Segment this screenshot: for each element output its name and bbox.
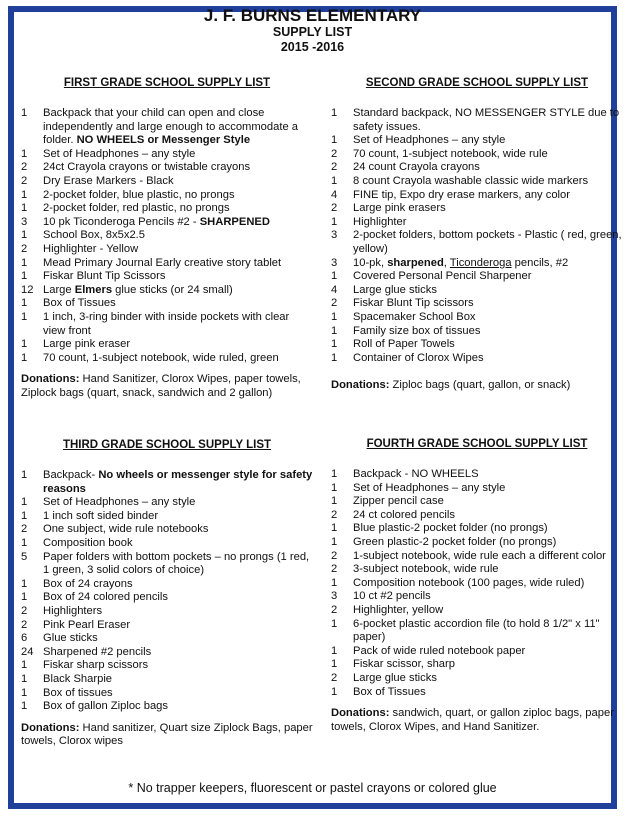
item-quantity: 2 xyxy=(331,508,338,521)
item-quantity: 2 xyxy=(331,563,338,576)
item-description xyxy=(43,605,313,619)
supply-item xyxy=(21,270,313,284)
item-quantity: 1 xyxy=(21,297,28,310)
supply-item xyxy=(331,202,623,216)
item-text-part: NO WHEELS or Messenger Style xyxy=(76,134,251,147)
item-quantity: 6 xyxy=(21,632,28,645)
supply-item xyxy=(331,577,623,591)
item-text-part: 8 count Crayola washable classic wide markers xyxy=(353,174,589,187)
supply-item xyxy=(331,482,623,496)
item-description xyxy=(353,509,623,523)
item-text-part: 1 inch soft sided binder xyxy=(43,509,159,522)
supply-item xyxy=(331,189,623,203)
supply-item xyxy=(331,686,623,700)
item-quantity: 1 xyxy=(331,351,338,364)
item-description xyxy=(43,619,313,633)
supply-item xyxy=(21,687,313,701)
item-text-part: 2-pocket folders, bottom pockets - Plastic ( red, green, yellow) xyxy=(353,229,622,255)
item-text-part: Set of Headphones – any style xyxy=(43,496,196,509)
supply-item xyxy=(331,672,623,686)
item-text-part: Large pink erasers xyxy=(353,202,446,215)
item-quantity: 5 xyxy=(21,550,28,563)
item-quantity: 2 xyxy=(21,618,28,631)
fourth-grade-section xyxy=(331,437,623,734)
item-text-part: Pack of wide ruled notebook paper xyxy=(353,644,526,657)
item-quantity: 2 xyxy=(331,147,338,160)
item-quantity: 1 xyxy=(331,495,338,508)
list-title: SUPPLY LIST xyxy=(272,25,353,39)
item-description xyxy=(43,338,313,352)
supply-item xyxy=(331,563,623,577)
supply-item xyxy=(331,229,623,256)
item-description xyxy=(353,189,623,203)
item-text-part: One subject, wide rule notebooks xyxy=(43,523,209,536)
supply-item xyxy=(21,700,313,714)
supply-item xyxy=(21,659,313,673)
item-text-part: Covered Personal Pencil Sharpener xyxy=(353,270,532,283)
item-quantity: 1 xyxy=(331,338,338,351)
item-description xyxy=(353,338,623,352)
item-description xyxy=(353,148,623,162)
item-description xyxy=(43,229,313,243)
first-grade-donations xyxy=(21,373,313,400)
item-quantity: 1 xyxy=(21,188,28,201)
item-quantity: 1 xyxy=(21,202,28,215)
donations-text: sandwich, quart, or gallon ziploc bags, paper towels, Clorox Wipes, and Hand Sanitizer. xyxy=(331,707,614,733)
second-grade-list xyxy=(331,107,623,365)
item-text-part: Family size box of tissues xyxy=(353,324,481,337)
item-text-part: 24ct Crayola crayons or twistable crayons xyxy=(43,161,251,174)
item-quantity: 1 xyxy=(21,256,28,269)
item-description xyxy=(353,257,623,271)
item-quantity: 1 xyxy=(331,270,338,283)
item-text-part: Spacemaker School Box xyxy=(353,310,476,323)
item-text-part: School Box, 8x5x2.5 xyxy=(43,229,145,242)
item-text-part: FINE tip, Expo dry erase markers, any color xyxy=(353,188,570,201)
item-quantity: 1 xyxy=(331,174,338,187)
supply-item xyxy=(331,590,623,604)
item-quantity: 1 xyxy=(331,535,338,548)
item-quantity: 1 xyxy=(21,147,28,160)
supply-item xyxy=(331,550,623,564)
third-grade-donations xyxy=(21,722,313,749)
item-text-part: Backpack - NO WHEELS xyxy=(353,468,479,480)
item-description xyxy=(43,469,313,496)
third-grade-title: THIRD GRADE SCHOOL SUPPLY LIST xyxy=(62,439,272,451)
item-text-part: Roll of Paper Towels xyxy=(353,338,455,351)
fourth-grade-list xyxy=(331,468,623,699)
supply-item xyxy=(331,509,623,523)
supply-item xyxy=(331,107,623,134)
item-description xyxy=(353,658,623,672)
item-description xyxy=(43,189,313,203)
supply-item xyxy=(331,536,623,550)
first-grade-section xyxy=(21,76,313,400)
item-description xyxy=(353,618,623,645)
item-description xyxy=(43,687,313,701)
item-description xyxy=(43,148,313,162)
item-text-part: Set of Headphones – any style xyxy=(353,134,506,147)
item-description xyxy=(43,537,313,551)
item-description xyxy=(353,482,623,496)
item-text-part: Mead Primary Journal Early creative story tablet xyxy=(43,256,282,269)
item-text-part: Large pink eraser xyxy=(43,338,131,351)
second-grade-donations xyxy=(331,379,623,393)
item-description xyxy=(43,700,313,714)
item-description xyxy=(353,270,623,284)
item-quantity: 1 xyxy=(21,310,28,323)
supply-item xyxy=(21,216,313,230)
item-text-part: 3-subject notebook, wide rule xyxy=(353,563,499,576)
supply-item xyxy=(331,325,623,339)
item-quantity: 1 xyxy=(21,351,28,364)
item-quantity: 1 xyxy=(331,107,338,119)
supply-item xyxy=(331,284,623,298)
item-quantity: 2 xyxy=(331,549,338,562)
item-description xyxy=(353,468,623,482)
supply-item xyxy=(21,537,313,551)
supply-item xyxy=(331,148,623,162)
item-quantity: 1 xyxy=(21,659,28,672)
item-quantity: 1 xyxy=(331,576,338,589)
item-quantity: 1 xyxy=(331,324,338,337)
item-quantity: 1 xyxy=(21,686,28,699)
item-description xyxy=(353,311,623,325)
supply-item xyxy=(21,619,313,633)
supply-item xyxy=(21,229,313,243)
donations-label: Donations: xyxy=(21,373,80,386)
item-description xyxy=(43,659,313,673)
item-quantity: 1 xyxy=(331,658,338,671)
item-description xyxy=(353,672,623,686)
supply-item xyxy=(21,284,313,298)
item-quantity: 1 xyxy=(21,672,28,685)
supply-item xyxy=(331,257,623,271)
item-text-part: Highlighter xyxy=(353,215,407,228)
item-description xyxy=(43,311,313,338)
item-text-part: Highlighters xyxy=(43,604,103,617)
supply-item xyxy=(21,352,313,366)
item-quantity: 1 xyxy=(21,496,28,509)
item-description xyxy=(43,216,313,230)
item-text-part: Large xyxy=(43,283,75,296)
item-description xyxy=(43,646,313,660)
item-quantity: 1 xyxy=(21,338,28,351)
second-grade-section xyxy=(331,76,623,393)
item-quantity: 2 xyxy=(21,523,28,536)
donations-text: Hand Sanitizer, Clorox Wipes, paper towels, Ziplock bags (quart, snack, sandwich and 2 gallon) xyxy=(21,373,301,399)
third-grade-list xyxy=(21,469,313,714)
supply-item xyxy=(21,107,313,148)
item-quantity: 2 xyxy=(21,604,28,617)
item-text-part: Box of Tissues xyxy=(353,685,426,698)
item-text-part: Ticonderoga xyxy=(449,256,512,269)
item-description xyxy=(353,686,623,700)
item-quantity: 2 xyxy=(331,202,338,215)
item-text-part: Box of gallon Ziploc bags xyxy=(43,700,169,713)
item-text-part: No wheels or messenger style for safety reasons xyxy=(43,469,313,495)
item-text-part: Composition book xyxy=(43,536,133,549)
item-quantity: 1 xyxy=(331,134,338,147)
second-grade-title: SECOND GRADE SCHOOL SUPPLY LIST xyxy=(365,77,589,89)
item-text-part: Highlighter, yellow xyxy=(353,603,444,616)
item-quantity: 2 xyxy=(331,671,338,684)
item-text-part: Green plastic-2 pocket folder (no prongs) xyxy=(353,535,557,548)
item-text-part: Glue sticks xyxy=(43,632,98,645)
item-quantity: 24 xyxy=(21,645,34,658)
item-description xyxy=(43,270,313,284)
item-text-part: Box of Tissues xyxy=(43,297,116,310)
item-text-part: Container of Clorox Wipes xyxy=(353,351,484,364)
supply-item xyxy=(21,311,313,338)
item-quantity: 1 xyxy=(21,577,28,590)
item-description xyxy=(43,632,313,646)
third-grade-section xyxy=(21,438,313,749)
item-quantity: 3 xyxy=(331,256,338,269)
supply-item xyxy=(21,297,313,311)
item-quantity: 2 xyxy=(21,161,28,174)
item-text-part: Sharpened #2 pencils xyxy=(43,645,152,658)
supply-item xyxy=(21,338,313,352)
item-text-part: Paper folders with bottom pockets – no prongs (1 red, 1 green, 3 solid colors of choice) xyxy=(43,550,310,577)
item-description xyxy=(43,202,313,216)
item-quantity: 4 xyxy=(331,283,338,296)
item-description xyxy=(353,175,623,189)
supply-item xyxy=(21,591,313,605)
item-description xyxy=(353,107,623,134)
item-description xyxy=(43,175,313,189)
item-text-part: Blue plastic-2 pocket folder (no prongs) xyxy=(353,522,548,535)
item-text-part: Set of Headphones – any style xyxy=(43,147,196,160)
supply-item xyxy=(331,134,623,148)
supply-item xyxy=(331,352,623,366)
item-description xyxy=(353,134,623,148)
item-quantity: 1 xyxy=(331,310,338,323)
item-quantity: 1 xyxy=(21,107,28,119)
item-text-part: Fiskar Blunt Tip Scissors xyxy=(43,270,166,283)
item-text-part: glue sticks (or 24 small) xyxy=(112,283,233,296)
supply-item xyxy=(21,578,313,592)
item-description xyxy=(353,161,623,175)
item-text-part: 2-pocket folder, blue plastic, no prongs xyxy=(43,188,235,201)
item-quantity: 2 xyxy=(21,242,28,255)
item-quantity: 1 xyxy=(21,591,28,604)
supply-item xyxy=(21,646,313,660)
supply-item xyxy=(21,510,313,524)
donations-text: Hand sanitizer, Quart size Ziplock Bags, paper towels, Clorox wipes xyxy=(21,721,313,748)
item-description xyxy=(353,536,623,550)
item-description xyxy=(43,578,313,592)
item-text-part: , xyxy=(443,256,450,269)
item-text-part: Box of 24 colored pencils xyxy=(43,591,169,604)
item-description xyxy=(353,297,623,311)
item-text-part: Standard backpack, NO MESSENGER STYLE due to safety issues. xyxy=(353,107,620,133)
item-quantity: 1 xyxy=(331,481,338,494)
item-description xyxy=(43,161,313,175)
item-text-part: pencils, #2 xyxy=(511,256,569,269)
item-text-part: Pink Pearl Eraser xyxy=(43,618,131,631)
item-text-part: Set of Headphones – any style xyxy=(353,481,506,494)
supply-item xyxy=(21,551,313,578)
first-grade-title: FIRST GRADE SCHOOL SUPPLY LIST xyxy=(63,77,271,89)
supply-item xyxy=(331,311,623,325)
item-quantity: 1 xyxy=(331,685,338,698)
donations-label: Donations: xyxy=(331,707,390,720)
item-description xyxy=(353,522,623,536)
item-description xyxy=(43,496,313,510)
school-year: 2015 -2016 xyxy=(280,40,345,54)
item-quantity: 3 xyxy=(331,229,338,242)
item-text-part: Dry Erase Markers - Black xyxy=(43,174,174,187)
item-description xyxy=(43,243,313,257)
item-quantity: 1 xyxy=(21,270,28,283)
item-description xyxy=(43,257,313,271)
item-quantity: 1 xyxy=(331,468,338,480)
item-quantity: 12 xyxy=(21,283,34,296)
item-text-part: 24 ct colored pencils xyxy=(353,508,455,521)
item-text-part: 1 inch, 3-ring binder with inside pockets with clear view front xyxy=(43,310,290,337)
item-description xyxy=(353,550,623,564)
supply-item xyxy=(331,468,623,482)
item-quantity: 2 xyxy=(331,603,338,616)
item-text-part: 70 count, 1-subject notebook, wide rule xyxy=(353,147,548,160)
item-description xyxy=(43,297,313,311)
supply-item xyxy=(21,523,313,537)
supply-item xyxy=(21,673,313,687)
item-text-part: Fiskar Blunt Tip scissors xyxy=(353,297,474,310)
item-text-part: 70 count, 1-subject notebook, wide ruled, green xyxy=(43,351,279,364)
item-text-part: Large glue sticks xyxy=(353,283,437,296)
item-description xyxy=(43,523,313,537)
item-description xyxy=(353,604,623,618)
supply-item xyxy=(331,604,623,618)
donations-label: Donations: xyxy=(331,379,390,392)
item-description xyxy=(353,645,623,659)
supply-item xyxy=(331,175,623,189)
item-description xyxy=(43,107,313,148)
item-text-part: SHARPENED xyxy=(199,215,270,228)
item-quantity: 1 xyxy=(21,700,28,713)
item-text-part: sharpened xyxy=(387,256,444,269)
item-text-part: Elmers xyxy=(74,283,113,296)
donations-label: Donations: xyxy=(21,721,80,734)
item-quantity: 1 xyxy=(331,215,338,228)
item-quantity: 1 xyxy=(331,522,338,535)
item-quantity: 1 xyxy=(21,536,28,549)
supply-item xyxy=(331,658,623,672)
item-text-part: Fiskar scissor, sharp xyxy=(353,658,455,671)
item-description xyxy=(353,590,623,604)
supply-item xyxy=(21,243,313,257)
item-description xyxy=(43,510,313,524)
item-quantity: 3 xyxy=(21,215,28,228)
item-quantity: 4 xyxy=(331,188,338,201)
supply-item xyxy=(21,257,313,271)
item-quantity: 2 xyxy=(331,297,338,310)
supply-item xyxy=(331,216,623,230)
item-text-part: Highlighter - Yellow xyxy=(43,242,139,255)
item-text-part: 10 ct #2 pencils xyxy=(353,590,431,603)
item-quantity: 1 xyxy=(21,229,28,242)
footer-note: * No trapper keepers, fluorescent or pastel crayons or colored glue xyxy=(128,781,497,795)
fourth-grade-title: FOURTH GRADE SCHOOL SUPPLY LIST xyxy=(366,438,588,450)
item-quantity: 2 xyxy=(331,161,338,174)
item-text-part: 2-pocket folder, red plastic, no prongs xyxy=(43,202,230,215)
item-description xyxy=(43,352,313,366)
item-description xyxy=(353,577,623,591)
item-quantity: 3 xyxy=(331,590,338,603)
supply-item xyxy=(21,496,313,510)
item-text-part: Large glue sticks xyxy=(353,671,437,684)
item-text-part: 10-pk, xyxy=(353,256,388,269)
supply-item xyxy=(331,270,623,284)
supply-item xyxy=(21,189,313,203)
supply-item xyxy=(21,632,313,646)
item-description xyxy=(353,229,623,256)
item-description xyxy=(353,325,623,339)
supply-item xyxy=(21,469,313,496)
item-text-part: Box of tissues xyxy=(43,686,113,699)
item-text-part: Backpack that your child can open and close independently and large enough to accommodate a folder. xyxy=(43,107,299,147)
fourth-grade-donations xyxy=(331,707,623,734)
item-quantity: 1 xyxy=(331,617,338,630)
school-name: J. F. BURNS ELEMENTARY xyxy=(203,6,422,25)
item-description xyxy=(43,551,313,578)
item-quantity: 1 xyxy=(21,509,28,522)
supply-item xyxy=(21,148,313,162)
item-text-part: Fiskar sharp scissors xyxy=(43,659,149,672)
item-description xyxy=(43,673,313,687)
item-quantity: 1 xyxy=(331,644,338,657)
item-text-part: Composition notebook (100 pages, wide ruled) xyxy=(353,576,585,589)
item-description xyxy=(353,563,623,577)
item-text-part: 24 count Crayola crayons xyxy=(353,161,480,174)
supply-item xyxy=(331,645,623,659)
item-description xyxy=(353,352,623,366)
item-text-part: 6-pocket plastic accordion file (to hold 8 1/2" x 11" paper) xyxy=(353,617,600,644)
supply-item xyxy=(331,297,623,311)
donations-text: Ziploc bags (quart, gallon, or snack) xyxy=(389,379,571,392)
supply-item xyxy=(21,161,313,175)
item-text-part: Black Sharpie xyxy=(43,672,113,685)
first-grade-list xyxy=(21,107,313,365)
item-quantity: 2 xyxy=(21,174,28,187)
item-description xyxy=(43,591,313,605)
item-description xyxy=(353,495,623,509)
supply-item xyxy=(21,175,313,189)
supply-item xyxy=(21,202,313,216)
supply-item xyxy=(331,338,623,352)
header xyxy=(0,6,625,55)
item-text-part: Zipper pencil case xyxy=(353,495,444,508)
supply-item xyxy=(331,522,623,536)
item-description xyxy=(353,284,623,298)
item-text-part: Backpack- xyxy=(43,469,99,481)
supply-item xyxy=(21,605,313,619)
supply-item xyxy=(331,161,623,175)
item-description xyxy=(353,216,623,230)
item-description xyxy=(353,202,623,216)
item-description xyxy=(43,284,313,298)
item-quantity: 1 xyxy=(21,469,28,481)
item-text-part: Box of 24 crayons xyxy=(43,577,133,590)
supply-item xyxy=(331,618,623,645)
supply-item xyxy=(331,495,623,509)
item-text-part: 10 pk Ticonderoga Pencils #2 - xyxy=(43,215,200,228)
item-text-part: 1-subject notebook, wide rule each a different color xyxy=(353,549,606,562)
